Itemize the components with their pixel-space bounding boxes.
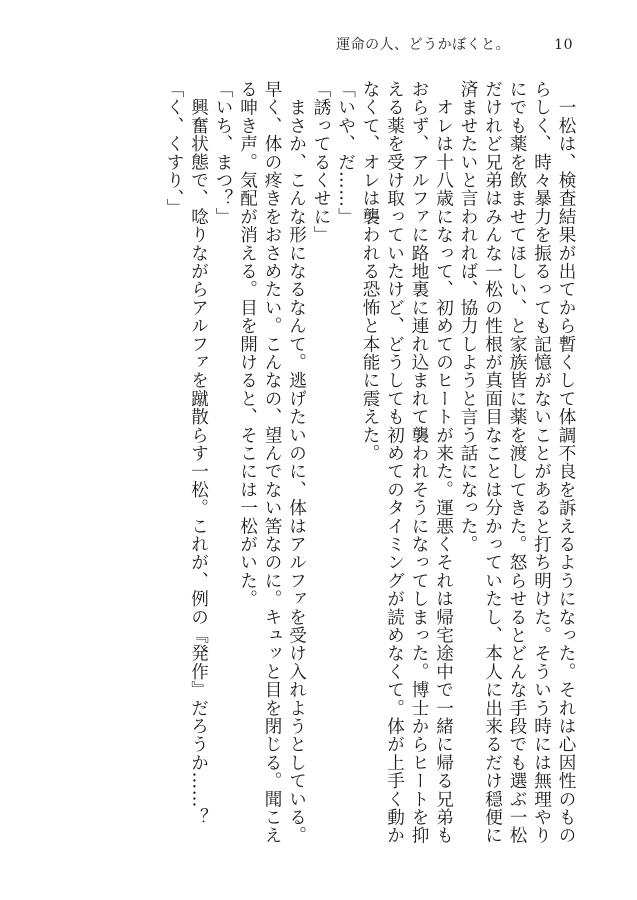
text-line: なくて、オレは襲われる恐怖と本能に震えた。 [360, 80, 380, 463]
dialogue-line: 「いや、だ……」 [335, 80, 356, 226]
text-line: 一松は、検査結果が出てから暫くして体調不良を訴えるようになった。それは心因性のもの [556, 80, 576, 845]
page-number: 10 [554, 37, 573, 53]
text-line: おらず、アルファに路地裏に連れ込まれて襲われそうになってしまった。博士からヒートを抑 [409, 80, 429, 845]
text-line: える薬を受け取っていたけど、どうしても初めてのタイミングが読めなくて。体が上手く動か [384, 80, 405, 845]
text-line: オレは十八歳になって、初めてのヒートが来た。運悪くそれは帰宅途中で一緒に帰る兄弟も [433, 80, 454, 845]
text-line: だけれど兄弟はみんな一松の性根が真面目なことは分かっていたし、本人に出来るだけ穏便に [482, 80, 503, 845]
text-line: る呻き声。気配が消える。目を開けると、そこには一松がいた。 [237, 80, 258, 608]
dialogue-line: 「いち、まつ？」 [213, 80, 233, 226]
text-line: まさか、こんな形になるなんて。逃げたいのに、体はアルファを受け入れようとしている。 [286, 80, 307, 845]
text-line: 興奮状態で、唸りながらアルファを蹴散らす一松。これが、例の『発作』だろうか……？ [188, 80, 209, 827]
text-line: らしく、時々暴力を振るっても記憶がないことがあると打ち明けた。そういう時には無理やり [531, 80, 552, 845]
running-header [336, 34, 573, 54]
running-title: 運命の人、どうかぼくと。 [336, 37, 511, 53]
text-line: 早く、体の疼きをおさめたい。こんなの、望んでない筈なのに。キュッと目を閉じる。聞こえ [262, 80, 282, 845]
body-text [60, 80, 578, 880]
dialogue-line: 「く、くすり、」 [164, 80, 184, 217]
dialogue-line: 「誘ってるくせに」 [311, 80, 331, 244]
text-line: 済ませたいと言われれば、協力しようと言う話になった。 [458, 80, 478, 554]
text-line: にでも薬を飲ませてほしい、と家族皆に薬を渡してきた。怒らせるとどんな手段でも選ぶ一松 [507, 80, 527, 845]
